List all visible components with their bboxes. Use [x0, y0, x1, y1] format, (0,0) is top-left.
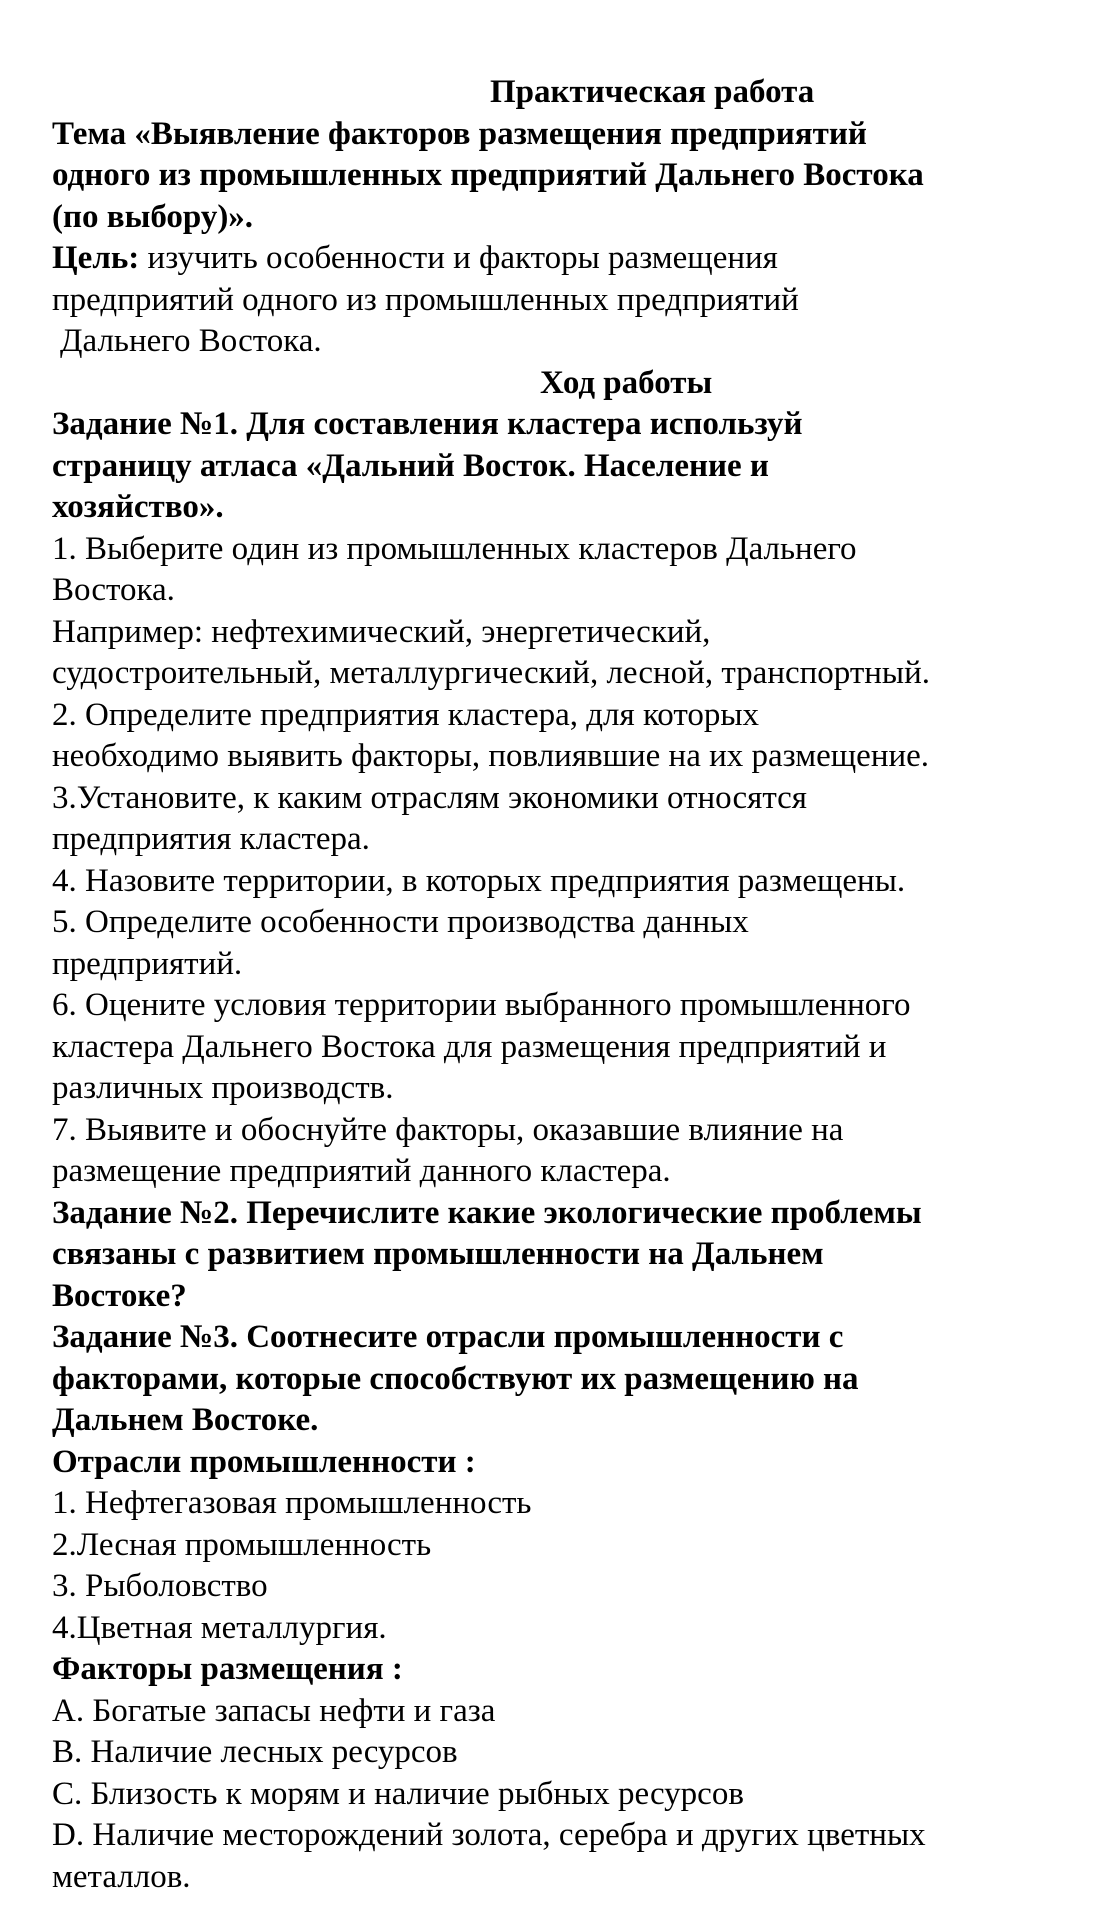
task2-block	[52, 1193, 1092, 1318]
document-page	[52, 72, 1092, 1898]
task1-text-line: 2. Определите предприятия кластера, для которых	[52, 696, 760, 733]
goal-line: Дальнего Востока.	[60, 323, 322, 359]
industry-item: 1. Нефтегазовая промышленность	[52, 1485, 532, 1521]
task3-heading-line: факторами, которые способствуют их размещению на	[52, 1360, 859, 1397]
goal-block	[52, 238, 1092, 363]
task1-text-line: предприятия кластера.	[52, 821, 370, 857]
task1-block	[52, 404, 1092, 1193]
industries-title: Отрасли промышленности :	[52, 1443, 476, 1480]
task1-text-line: 4. Назовите территории, в которых предприятия размещены.	[52, 862, 906, 899]
task1-text-line: 5. Определите особенности производства данных	[52, 904, 749, 940]
procedure-title: Ход работы	[540, 364, 713, 401]
topic-block	[52, 114, 1092, 239]
task1-text-line: Например: нефтехимический, энергетический,	[52, 613, 711, 650]
factors-title: Факторы размещения :	[52, 1651, 403, 1687]
task1-text-line: 3.Установите, к каким отраслям экономики относятся	[52, 779, 807, 816]
goal-line: предприятий одного из промышленных предприятий	[52, 281, 799, 318]
industry-item: 3. Рыболовство	[52, 1568, 268, 1604]
task2-heading-line: Задание №2. Перечислите какие экологические проблемы	[52, 1194, 922, 1231]
task1-text-line: различных производств.	[52, 1070, 394, 1106]
topic-line: (по выбору)».	[52, 198, 254, 235]
task1-heading-line: хозяйство».	[52, 489, 224, 525]
factor-item: C. Близость к морям и наличие рыбных ресурсов	[52, 1775, 744, 1812]
factor-item: B. Наличие лесных ресурсов	[52, 1734, 458, 1770]
task1-text-line: 6. Оцените условия территории выбранного промышленного	[52, 987, 911, 1023]
task1-text-line: 1. Выберите один из промышленных кластеров Дальнего	[52, 530, 857, 567]
task1-text-line: необходимо выявить факторы, повлиявшие на их размещение.	[52, 738, 930, 774]
task1-text-line: Востока.	[52, 572, 175, 608]
task1-text-line: 7. Выявите и обоснуйте факторы, оказавшие влияние на	[52, 1111, 844, 1148]
goal-label: Цель:	[52, 240, 140, 276]
task3-heading-line: Дальнем Востоке.	[52, 1402, 319, 1438]
factor-item: D. Наличие месторождений золота, серебра и других цветных	[52, 1817, 926, 1853]
task3-block	[52, 1317, 1092, 1898]
task1-text-line: предприятий.	[52, 945, 243, 982]
topic-line: Тема «Выявление факторов размещения предприятий	[52, 115, 867, 152]
industry-item: 2.Лесная промышленность	[52, 1526, 432, 1563]
task3-heading-line: Задание №3. Соотнесите отрасли промышленности с	[52, 1319, 844, 1355]
factor-item: A. Богатые запасы нефти и газа	[52, 1692, 496, 1729]
task1-heading-line: Задание №1. Для составления кластера используй	[52, 406, 803, 442]
task2-heading-line: связаны с развитием промышленности на Дальнем	[52, 1236, 824, 1272]
goal-first-line	[52, 238, 1092, 280]
document-title: Практическая работа	[490, 74, 815, 110]
goal-text: изучить особенности и факторы размещения	[139, 240, 778, 276]
industry-item: 4.Цветная металлургия.	[52, 1609, 387, 1646]
task1-heading-line: страницу атласа «Дальний Восток. Население и	[52, 447, 769, 484]
topic-line: одного из промышленных предприятий Дальнего Востока	[52, 157, 924, 193]
task1-text-line: кластера Дальнего Востока для размещения предприятий и	[52, 1028, 887, 1065]
task1-text-line: судостроительный, металлургический, лесной, транспортный.	[52, 655, 931, 691]
task1-text-line: размещение предприятий данного кластера.	[52, 1153, 671, 1189]
task2-heading-line: Востоке?	[52, 1277, 187, 1314]
factor-item: металлов.	[52, 1858, 191, 1895]
